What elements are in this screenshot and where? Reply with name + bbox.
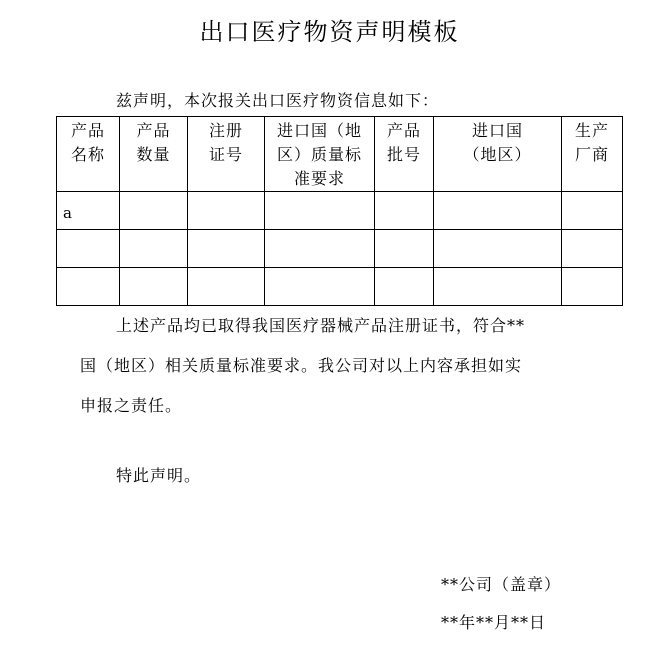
table-cell[interactable] [57, 268, 120, 306]
header-product-name: 产品 名称 [57, 117, 120, 192]
header-product-quantity: 产品 数量 [120, 117, 188, 192]
declaration-paragraph [56, 306, 596, 426]
table-cell[interactable] [375, 230, 434, 268]
table-cell[interactable] [188, 192, 265, 230]
header-import-country: 进口国 （地区） [434, 117, 562, 192]
closing-text: 特此声明。 [116, 466, 202, 485]
table-cell[interactable] [375, 192, 434, 230]
product-info-table [56, 116, 623, 306]
paragraph-line: 国（地区）相关质量标准要求。我公司对以上内容承担如实 [80, 356, 523, 375]
signature-date: **年**月**日 [441, 613, 547, 632]
header-import-quality-standard: 进口国（地 区）质量标 准要求 [265, 117, 375, 192]
table-row [57, 230, 623, 268]
table-cell[interactable]: a [57, 192, 120, 230]
table-cell[interactable] [375, 268, 434, 306]
table-cell[interactable] [562, 192, 623, 230]
table-cell[interactable] [120, 230, 188, 268]
table-row [57, 268, 623, 306]
table-cell[interactable] [188, 268, 265, 306]
table-cell[interactable] [265, 268, 375, 306]
document-title: 出口医疗物资声明模板 [199, 18, 460, 46]
table-row [57, 192, 623, 230]
table-cell[interactable] [57, 230, 120, 268]
table-cell[interactable] [434, 230, 562, 268]
table-cell[interactable] [434, 192, 562, 230]
header-manufacturer: 生产 厂商 [562, 117, 623, 192]
table-header-row [57, 117, 623, 192]
table-cell[interactable] [562, 268, 623, 306]
table-cell[interactable] [265, 230, 375, 268]
table-cell[interactable] [188, 230, 265, 268]
table-cell[interactable] [120, 268, 188, 306]
table-cell[interactable] [434, 268, 562, 306]
table-cell[interactable] [265, 192, 375, 230]
header-registration-number: 注册 证号 [188, 117, 265, 192]
paragraph-line: 上述产品均已取得我国医疗器械产品注册证书，符合** [116, 316, 526, 335]
table-cell[interactable] [562, 230, 623, 268]
table-cell[interactable] [120, 192, 188, 230]
intro-text: 兹声明，本次报关出口医疗物资信息如下： [116, 91, 440, 110]
header-batch-number: 产品 批号 [375, 117, 434, 192]
signature-company: **公司（盖章） [441, 575, 562, 594]
paragraph-line: 申报之责任。 [80, 396, 183, 415]
